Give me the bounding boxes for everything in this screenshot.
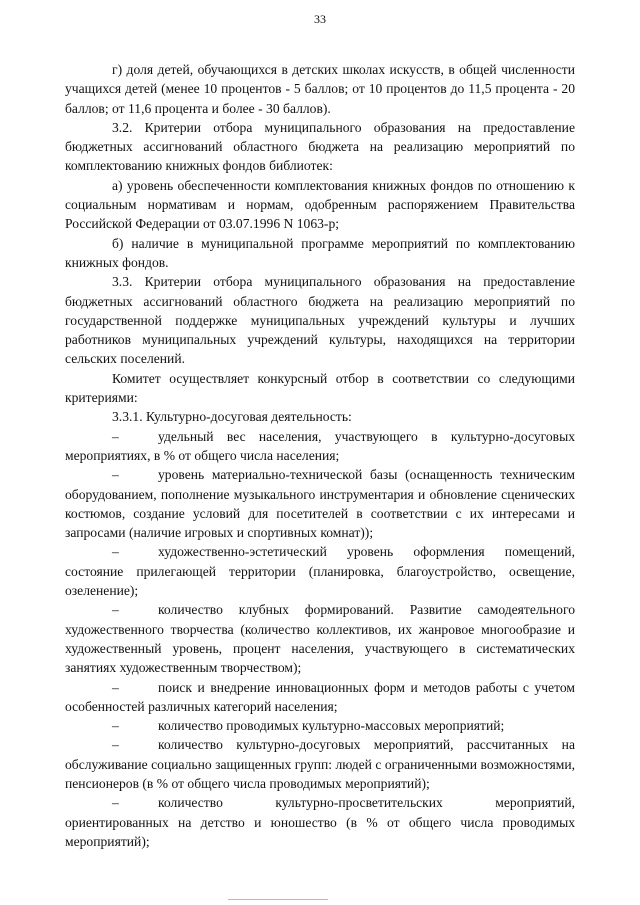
bullet-item xyxy=(65,542,575,600)
bullet-text: количество проводимых культурно-массовых мероприятий; xyxy=(158,718,505,734)
bullet-text: количество культурно-просветительских мероприятий, ориентированных на детство и юношество (в % от общего числа проводимых мероприятий); xyxy=(65,795,575,849)
bullet-dash: – xyxy=(112,795,119,811)
bullet-item xyxy=(65,793,575,851)
bullet-dash: – xyxy=(112,679,119,695)
bullet-text: уровень материально-технической базы (оснащенность техническим оборудованием, пополнение музыкального инструментария и обновление сценических костюмов, создание условий для посетителей в соответствии с их интересами и запросами (наличие игровых и спортивных комнат)); xyxy=(65,467,575,541)
bullet-dash: – xyxy=(112,602,119,618)
bullet-dash: – xyxy=(112,544,119,560)
paragraph-section-3-3: 3.3. Критерии отбора муниципального образования на предоставление бюджетных ассигнований областного бюджета на реализацию мероприятий по государственной поддержке муниципальных учреждений культуры и лучших работников муниципальных учреждений культуры, находящихся на территории сельских поселений. xyxy=(65,274,575,367)
document-body xyxy=(65,60,575,851)
bullet-dash: – xyxy=(112,737,119,753)
paragraph-committee: Комитет осуществляет конкурсный отбор в соответствии со следующими критериями: xyxy=(65,370,575,406)
bullet-text: удельный вес населения, участвующего в культурно-досуговых мероприятиях, в % от общего числа населения; xyxy=(65,428,575,463)
paragraph-item-b: б) наличие в муниципальной программе мероприятий по комплектованию книжных фондов. xyxy=(65,235,575,270)
bottom-divider xyxy=(228,899,328,900)
bullet-text: количество клубных формирований. Развитие самодеятельного художественного творчества (количество коллективов, их жанровое многообразие и художественный уровень, процент населения, участвующего в систематических занятиях художественным творчеством); xyxy=(65,602,575,676)
bullet-dash: – xyxy=(112,428,119,444)
paragraph-section-3-2: 3.2. Критерии отбора муниципального образования на предоставление бюджетных ассигнований областного бюджета на реализацию мероприятий по комплектованию книжных фондов библиотек: xyxy=(65,119,575,174)
paragraph-section-3-3-1: 3.3.1. Культурно-досуговая деятельность: xyxy=(112,409,352,425)
bullet-item xyxy=(65,716,575,735)
bullet-dash: – xyxy=(112,467,119,483)
paragraph-item-a: а) уровень обеспеченности комплектования книжных фондов по отношению к социальным нормативам и нормам, одобренным распоряжением Правительства Российской Федерации от 03.07.1996 N 1063-р; xyxy=(65,177,575,232)
bullet-item xyxy=(65,600,575,677)
bullet-item xyxy=(65,735,575,793)
bullet-dash: – xyxy=(112,718,119,734)
page-number: 33 xyxy=(314,12,326,26)
paragraph-item-g: г) доля детей, обучающихся в детских школах искусств, в общей численности учащихся детей (менее 10 процентов - 5 баллов; от 10 процентов до 11,5 процента - 20 баллов; от 11,6 процента и более - 30 баллов). xyxy=(65,62,575,116)
bullet-item xyxy=(65,678,575,717)
bullet-item xyxy=(65,427,575,466)
bullet-text: поиск и внедрение инновационных форм и методов работы с учетом особенностей различных категорий населения; xyxy=(65,679,575,714)
bullet-item xyxy=(65,465,575,542)
bullet-text: количество культурно-досуговых мероприятий, рассчитанных на обслуживание социально защищенных групп: людей с ограниченными возможностями, пенсионеров (в % от общего числа проводимых мероприятий); xyxy=(65,737,575,791)
bullet-text: художественно-эстетический уровень оформления помещений, состояние прилегающей территории (планировка, благоустройство, освещение, озеленение); xyxy=(65,544,575,599)
